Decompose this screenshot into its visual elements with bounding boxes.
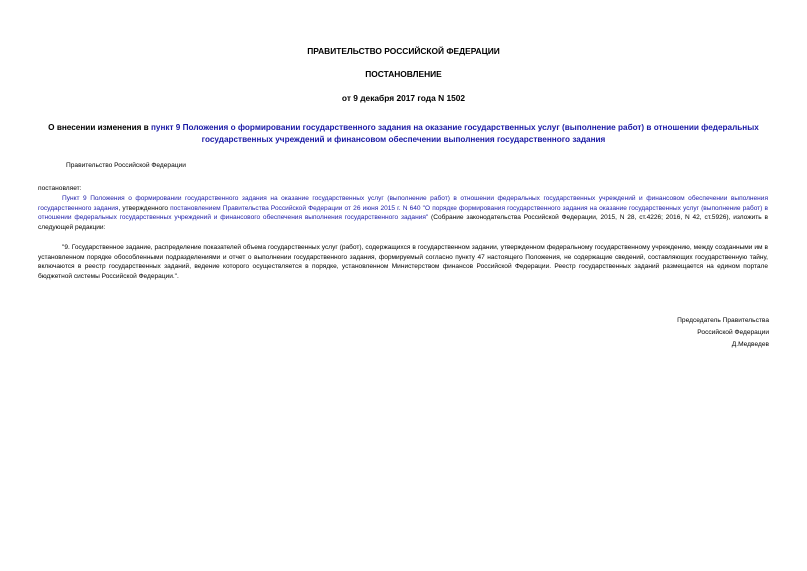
paragraph-1-text-1: , утвержденного [118, 204, 171, 212]
government-heading: ПРАВИТЕЛЬСТВО РОССИЙСКОЙ ФЕДЕРАЦИИ [307, 46, 500, 56]
date-number-heading: от 9 декабря 2017 года N 1502 [341, 93, 466, 103]
paragraph-1-link-1[interactable]: Пункт 9 Положения о формировании государственного задания на оказание государственных услуг (выполнение работ) в отношении федеральных государственных учреждений и финансовом обеспечении выполнения государственного задания [38, 195, 768, 212]
paragraph-2: "9. Государственное задание, распределение показателей объема государственных услуг (работ), содержащихся в государственном задании, утвержденном федеральному государственному учреждению, между созданными им в установленном порядке обособленными подразделениями и отчет о выполнении государственного задания, формируемый согласно пункту 47 настоящего Положения, не содержащие сведений, составляющих государственную тайну, включаются в реестр государственных заданий, ведение которого осуществляется в порядке, установленном Министерством финансов Российской Федерации. Реестр государственных заданий размещается на едином портале бюджетной системы Российской Федерации.". [38, 244, 768, 280]
paragraph-1-link-2[interactable]: постановлением Правительства Российской Федерации от 26 июня 2015 г. N 640 "О порядке формирования государственного задания на оказание государственных услуг (выполнение работ) в отношении федеральных государственных учреждений и финансового обеспечения выполнения государственного задания" [38, 204, 768, 222]
document-type-heading: ПОСТАНОВЛЕНИЕ [365, 69, 442, 79]
issuer-text: Правительство Российской Федерации [66, 162, 186, 169]
title-link[interactable]: пункт 9 Положения о формировании государственного задания на оказание государственных услуг (выполнение работ) в отношении федеральных государственных учреждений и финансовом обеспечении выполнения государственного задания [150, 123, 759, 144]
decrees-text: постановляет: [38, 185, 82, 192]
paragraph-1 [38, 194, 768, 232]
signature-line-2: Российской Федерации [697, 329, 769, 336]
signature-line-3: Д.Медведев [731, 341, 769, 348]
document-title [38, 122, 769, 145]
signature-block [677, 315, 769, 351]
title-prefix: О внесении изменения в [48, 123, 151, 132]
paragraph-1-text-2: (Собрание законодательства Российской Федерации, 2015, N 28, ст.4226; 2016, N 42, ст.5926), изложить в следующей редакции: [38, 214, 768, 231]
signature-line-1: Председатель Правительства [677, 317, 769, 324]
